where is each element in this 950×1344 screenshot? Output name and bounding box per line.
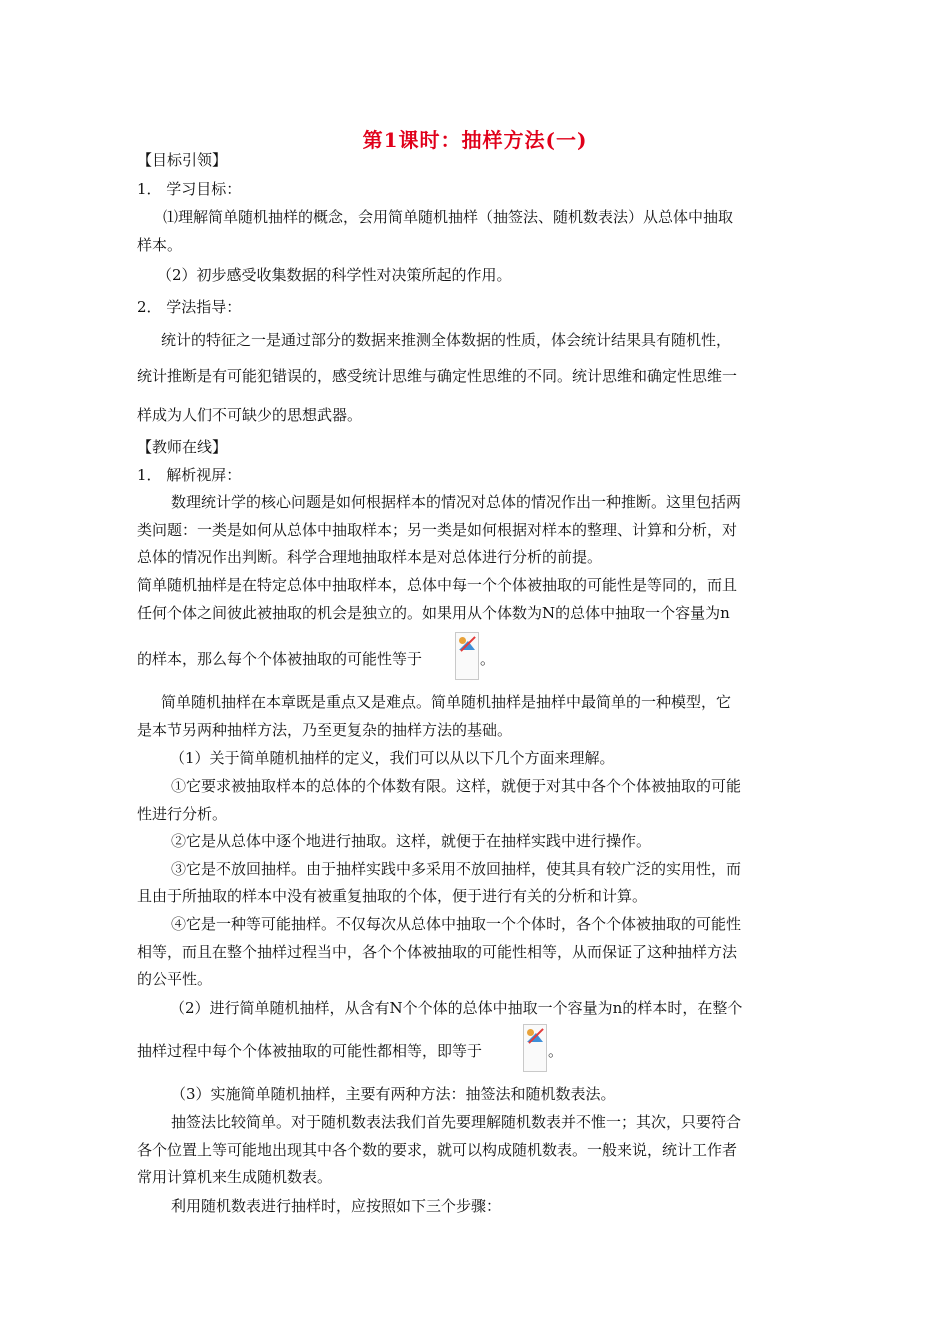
paragraph-line: 抽样过程中每个个体被抽取的可能性都相等，即等于 — [137, 1042, 483, 1060]
paragraph-line: 常用计算机来生成随机数表。 — [137, 1168, 333, 1186]
punctuation: 。 — [548, 1042, 564, 1060]
paragraph-line: 且由于所抽取的样本中没有被重复抽取的个体，便于进行有关的分析和计算。 — [137, 887, 648, 905]
paragraph-line: 各个位置上等可能地出现其中各个数的要求，就可以构成随机数表。一般来说，统计工作者 — [137, 1141, 738, 1159]
formula-image-icon — [523, 1024, 547, 1072]
paragraph-line: 数理统计学的核心问题是如何根据样本的情况对总体的情况作出一种推断。这里包括两 — [171, 493, 742, 511]
paragraph-line: 的公平性。 — [137, 970, 213, 988]
punctuation: 。 — [480, 650, 496, 668]
paragraph-line: ③它是不放回抽样。由于抽样实践中多采用不放回抽样，使其具有较广泛的实用性，而 — [171, 860, 742, 878]
paragraph-line: ①它要求被抽取样本的总体的个体数有限。这样，就便于对其中各个个体被抽取的可能 — [171, 777, 742, 795]
paragraph-line: ⑴理解简单随机抽样的概念，会用简单随机抽样（抽签法、随机数表法）从总体中抽取 — [163, 208, 734, 226]
paragraph-line: 样本。 — [137, 236, 183, 254]
paragraph-line: 相等，而且在整个抽样过程当中，各个个体被抽取的可能性相等，从而保证了这种抽样方法 — [137, 943, 738, 961]
paragraph-line: 抽签法比较简单。对于随机数表法我们首先要理解随机数表并不惟一；其次，只要符合 — [171, 1113, 742, 1131]
paragraph-line: 类问题：一类是如何从总体中抽取样本；另一类是如何根据对样本的整理、计算和分析，对 — [137, 521, 738, 539]
page-title: 第1课时：抽样方法(一) — [362, 128, 588, 152]
paragraph-line: 的样本，那么每个个体被抽取的可能性等于 — [137, 650, 423, 668]
paragraph-line: ②它是从总体中逐个地进行抽取。这样，就便于在抽样实践中进行操作。 — [171, 832, 652, 850]
paragraph-line: 任何个体之间彼此被抽取的机会是独立的。如果用从个体数为N的总体中抽取一个容量为n — [137, 604, 730, 622]
paragraph-line: （1）关于简单随机抽样的定义，我们可以从以下几个方面来理解。 — [170, 749, 615, 767]
paragraph-line: （2）初步感受收集数据的科学性对决策所起的作用。 — [157, 266, 512, 284]
formula-image-icon — [455, 632, 479, 680]
heading-study-guide: 2． 学法指导： — [137, 298, 242, 316]
paragraph-line: （2）进行简单随机抽样，从含有N个个体的总体中抽取一个容量为n的样本时，在整个 — [170, 999, 743, 1017]
paragraph-line: 利用随机数表进行抽样时，应按照如下三个步骤： — [171, 1197, 502, 1215]
paragraph-line: 是本节另两种抽样方法，乃至更复杂的抽样方法的基础。 — [137, 721, 513, 739]
paragraph-line: 统计的特征之一是通过部分的数据来推测全体数据的性质，体会统计结果具有随机性， — [161, 331, 732, 349]
paragraph-line: ④它是一种等可能抽样。不仅每次从总体中抽取一个个体时，各个个体被抽取的可能性 — [171, 915, 742, 933]
paragraph-line: 总体的情况作出判断。科学合理地抽取样本是对总体进行分析的前提。 — [137, 548, 603, 566]
paragraph-line: 统计推断是有可能犯错误的，感受统计思维与确定性思维的不同。统计思维和确定性思维一 — [137, 367, 738, 385]
heading-analysis: 1． 解析视屏： — [137, 466, 242, 484]
paragraph-line: 简单随机抽样在本章既是重点又是难点。简单随机抽样是抽样中最简单的一种模型，它 — [161, 693, 732, 711]
paragraph-line: 样成为人们不可缺少的思想武器。 — [137, 406, 363, 424]
section-heading-teacher: 【教师在线】 — [137, 438, 228, 456]
section-heading-goals: 【目标引领】 — [137, 151, 228, 169]
paragraph-line: 性进行分析。 — [137, 805, 228, 823]
paragraph-line: 简单随机抽样是在特定总体中抽取样本，总体中每一个个体被抽取的可能性是等同的，而且 — [137, 576, 738, 594]
paragraph-line: （3）实施简单随机抽样，主要有两种方法：抽签法和随机数表法。 — [171, 1085, 616, 1103]
heading-learning-goals: 1． 学习目标： — [137, 180, 242, 198]
